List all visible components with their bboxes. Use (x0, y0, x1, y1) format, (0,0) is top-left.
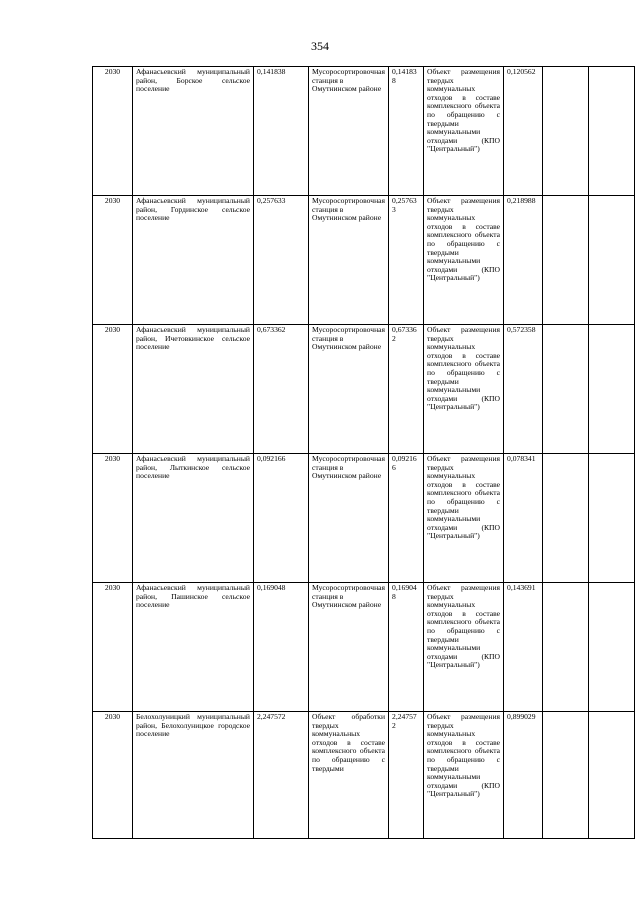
value1-cell: 0,141838 (254, 67, 309, 196)
value3-cell: 0,218988 (504, 196, 543, 325)
value3-cell: 0,120562 (504, 67, 543, 196)
facility-cell: Мусоросортировочная станция в Омутнинском районе (309, 454, 389, 583)
municipality-cell: Афанасьевский муниципальный район, Ичетовкинское сельское поселение (133, 325, 254, 454)
distribution-table (92, 66, 635, 839)
object-cell: Объект размещения твердых коммунальных отходов в составе комплексного объекта по обращению с твердыми коммунальными отходами (КПО "Центральный") (424, 454, 504, 583)
value2-cell: 2,247572 (389, 712, 424, 839)
object-cell: Объект размещения твердых коммунальных отходов в составе комплексного объекта по обращению с твердыми коммунальными отходами (КПО "Центральный") (424, 67, 504, 196)
object-cell: Объект размещения твердых коммунальных отходов в составе комплексного объекта по обращению с твердыми коммунальными отходами (КПО "Центральный") (424, 712, 504, 839)
empty-cell (589, 196, 635, 325)
year-cell: 2030 (93, 583, 133, 712)
year-cell: 2030 (93, 712, 133, 839)
empty-cell (543, 712, 589, 839)
municipality-cell: Афанасьевский муниципальный район, Гординское сельское поселение (133, 196, 254, 325)
municipality-cell: Афанасьевский муниципальный район, Пашинское сельское поселение (133, 583, 254, 712)
value2-cell: 0,673362 (389, 325, 424, 454)
value3-cell: 0,899029 (504, 712, 543, 839)
empty-cell (589, 712, 635, 839)
value2-cell: 0,257633 (389, 196, 424, 325)
empty-cell (543, 325, 589, 454)
value1-cell: 2,247572 (254, 712, 309, 839)
facility-cell: Мусоросортировочная станция в Омутнинском районе (309, 196, 389, 325)
table-row (93, 583, 635, 712)
facility-cell: Объект обработки твердых коммунальных отходов в составе комплексного объекта по обращению с твердыми (309, 712, 389, 839)
empty-cell (543, 67, 589, 196)
municipality-cell: Белохолуницкий муниципальный район, Белохолуницкое городское поселение (133, 712, 254, 839)
table-row (93, 67, 635, 196)
object-cell: Объект размещения твердых коммунальных отходов в составе комплексного объекта по обращению с твердыми коммунальными отходами (КПО "Центральный") (424, 196, 504, 325)
value3-cell: 0,572358 (504, 325, 543, 454)
value2-cell: 0,092166 (389, 454, 424, 583)
empty-cell (589, 67, 635, 196)
empty-cell (543, 583, 589, 712)
value2-cell: 0,141838 (389, 67, 424, 196)
empty-cell (589, 583, 635, 712)
table-row (93, 454, 635, 583)
facility-cell: Мусоросортировочная станция в Омутнинском районе (309, 325, 389, 454)
year-cell: 2030 (93, 67, 133, 196)
value1-cell: 0,169048 (254, 583, 309, 712)
value3-cell: 0,078341 (504, 454, 543, 583)
empty-cell (543, 454, 589, 583)
table-row (93, 325, 635, 454)
object-cell: Объект размещения твердых коммунальных отходов в составе комплексного объекта по обращению с твердыми коммунальными отходами (КПО "Центральный") (424, 325, 504, 454)
table-row (93, 196, 635, 325)
value1-cell: 0,092166 (254, 454, 309, 583)
year-cell: 2030 (93, 325, 133, 454)
municipality-cell: Афанасьевский муниципальный район, Лыткинское сельское поселение (133, 454, 254, 583)
facility-cell: Мусоросортировочная станция в Омутнинском районе (309, 67, 389, 196)
table-row (93, 712, 635, 839)
value1-cell: 0,673362 (254, 325, 309, 454)
year-cell: 2030 (93, 454, 133, 583)
value3-cell: 0,143691 (504, 583, 543, 712)
municipality-cell: Афанасьевский муниципальный район, Борское сельское поселение (133, 67, 254, 196)
empty-cell (589, 454, 635, 583)
value1-cell: 0,257633 (254, 196, 309, 325)
facility-cell: Мусоросортировочная станция в Омутнинском районе (309, 583, 389, 712)
page-number: 354 (311, 39, 329, 53)
empty-cell (543, 196, 589, 325)
object-cell: Объект размещения твердых коммунальных отходов в составе комплексного объекта по обращению с твердыми коммунальными отходами (КПО "Центральный") (424, 583, 504, 712)
value2-cell: 0,169048 (389, 583, 424, 712)
empty-cell (589, 325, 635, 454)
year-cell: 2030 (93, 196, 133, 325)
